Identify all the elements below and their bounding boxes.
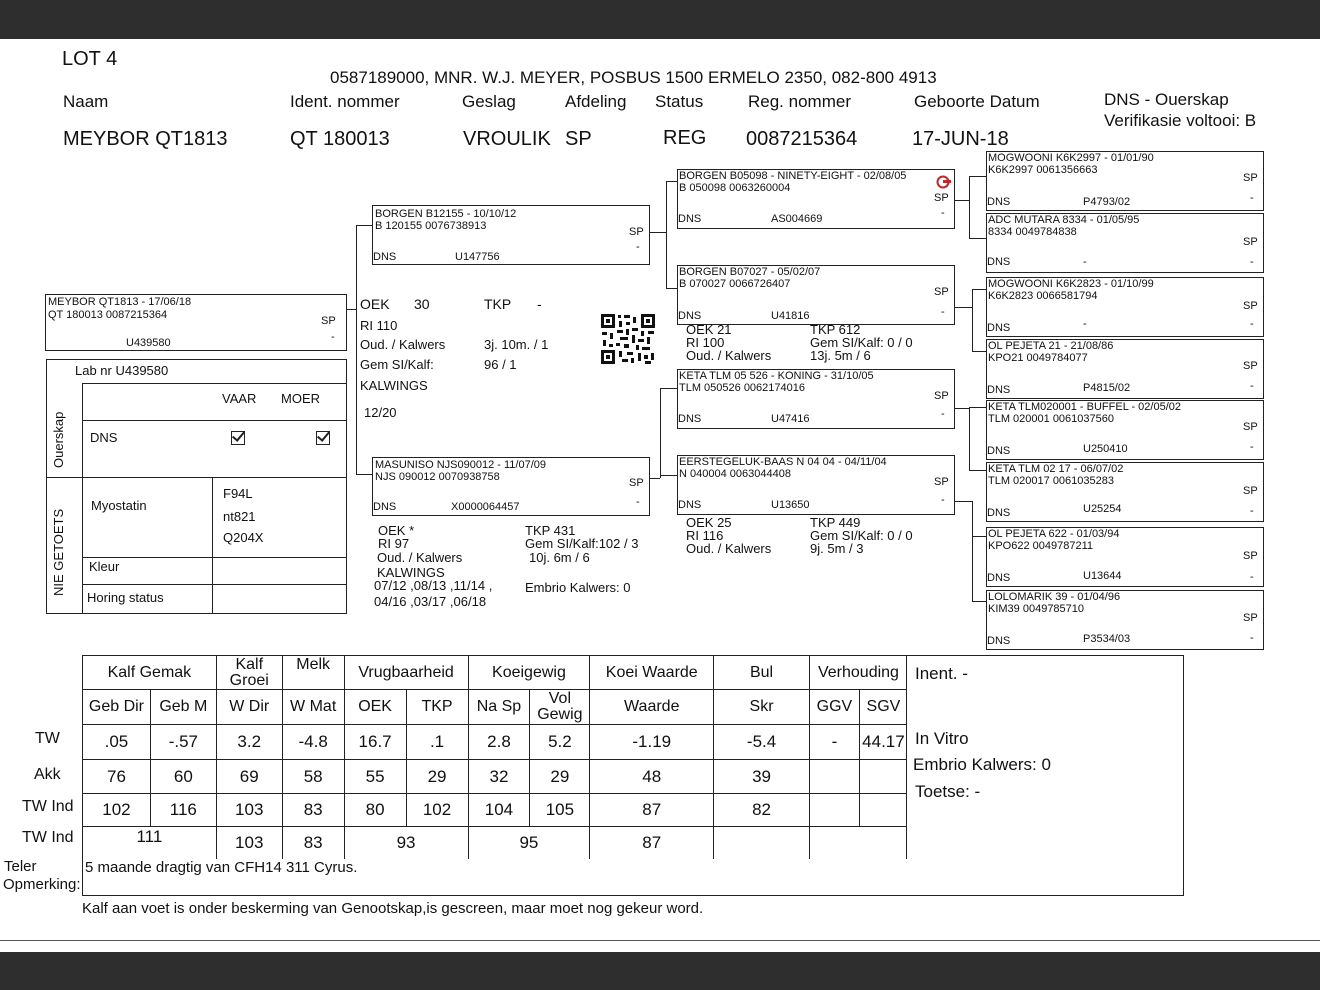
ggp-dns: DNS (987, 445, 1011, 457)
table-cell: .05 (83, 725, 151, 760)
table-cell: .1 (406, 725, 468, 760)
dam-kalwings-2: 04/16 ,03/17 ,06/18 (374, 594, 487, 609)
table-cell: 60 (150, 760, 216, 794)
vaar-dns-checkbox (231, 431, 245, 445)
tree-line (660, 388, 677, 389)
header-naam: Naam (63, 92, 109, 111)
tree-line (660, 475, 677, 476)
gp-title: BORGEN B05098 - NINETY-EIGHT - 02/08/05 (679, 170, 907, 182)
row-label-akk: Akk (34, 766, 61, 783)
animal-reg: 0087215364 (746, 128, 858, 150)
group-koeigewig: Koeigewig (468, 656, 590, 690)
row-label-tw: TW (35, 730, 60, 747)
tree-line (972, 536, 987, 537)
ggp-id: TLM 020001 0061037560 (988, 413, 1114, 425)
ouerskap-label: Ouerskap (51, 411, 66, 468)
table-cell: 39 (714, 760, 810, 794)
table-cell: 29 (406, 760, 468, 794)
subject-code: U439580 (126, 337, 171, 349)
gp-id: N 040004 0063044408 (679, 468, 791, 480)
dam-afd: SP (629, 477, 644, 489)
sire-oud-value: 3j. 10m. / 1 (484, 337, 549, 352)
ggp-dash: - (1250, 571, 1254, 583)
myo-value-3: Q204X (223, 530, 264, 545)
tree-line (972, 351, 987, 352)
great-grandparent-box-7 (986, 527, 1264, 587)
ggp-code: U25254 (1083, 503, 1122, 515)
gp4-oud-label: Oud. / Kalwers (686, 541, 772, 556)
ggp-dash: - (1250, 441, 1254, 453)
gp-dns: DNS (678, 413, 702, 425)
ggp-id: TLM 020017 0061035283 (988, 475, 1114, 487)
gp-afd: SP (934, 476, 949, 488)
ggp-code: P4793/02 (1083, 196, 1131, 208)
ggp-id: KIM39 0049785710 (988, 603, 1085, 615)
myo-value-1: F94L (223, 486, 253, 501)
gp2-tkp: TKP 612 (810, 322, 861, 337)
ggp-code: - (1083, 256, 1087, 268)
sire-tkp-value: - (537, 296, 542, 312)
ggp-afd: SP (1243, 485, 1258, 497)
table-cell: -.57 (150, 725, 216, 760)
ggp-dash: - (1250, 318, 1254, 330)
ggp-code: U13644 (1083, 570, 1122, 582)
table-cell: 83 (282, 827, 344, 860)
dam-dns: DNS (373, 501, 397, 513)
tree-line (648, 232, 666, 233)
header-afdeling: Afdeling (565, 92, 627, 111)
gp4-ri: RI 116 (686, 528, 724, 543)
ggp-dash: - (1250, 256, 1254, 268)
sire-box (372, 205, 650, 265)
gp-code: U47416 (771, 413, 810, 425)
gp-dash: - (941, 408, 945, 420)
table-row-twind-2 (83, 827, 908, 860)
tree-line (666, 288, 677, 289)
sire-kalwings-label: KALWINGS (360, 378, 428, 393)
dns-verifikasie: Verifikasie voltooi: B (1104, 111, 1257, 130)
lab-nr: Lab nr U439580 (75, 363, 169, 378)
subheader-row (83, 690, 908, 725)
great-grandparent-box-5 (986, 400, 1264, 460)
sub-waarde: Waarde (590, 690, 714, 725)
ggp-title: LOLOMARIK 39 - 01/04/96 (988, 591, 1121, 603)
header-geslag: Geslag (462, 92, 516, 111)
dns-ouerskap-title: DNS - Ouerskap (1104, 90, 1229, 109)
group-vrugbaarheid: Vrugbaarheid (344, 656, 468, 690)
lab-box (46, 359, 347, 614)
dam-embrio: Embrio Kalwers: 0 (525, 580, 631, 595)
ggp-code: P3534/03 (1083, 633, 1131, 645)
grandparent-box-1 (677, 169, 955, 229)
table-cell (714, 827, 810, 860)
tree-line (969, 407, 987, 408)
grandparent-box-3 (677, 369, 955, 429)
ggp-dns: DNS (987, 507, 1011, 519)
sub-skr: Skr (714, 690, 810, 725)
animal-afdeling: SP (565, 128, 592, 150)
table-cell: 116 (150, 794, 216, 827)
sire-oud-label: Oud. / Kalwers (360, 337, 446, 352)
gp-dns: DNS (678, 499, 702, 511)
ggp-afd: SP (1243, 360, 1258, 372)
ggp-code: U250410 (1083, 443, 1128, 455)
tree-line (346, 309, 356, 310)
great-grandparent-box-6 (986, 462, 1264, 522)
group-koei-waarde: Koei Waarde (590, 656, 714, 690)
dam-oud-value: 10j. 6m / 6 (529, 550, 590, 565)
ggp-afd: SP (1243, 236, 1258, 248)
table-row-tw (83, 725, 908, 760)
ggp-title: OL PEJETA 21 - 21/08/86 (988, 340, 1114, 352)
gp2-oek: OEK 21 (686, 322, 732, 337)
tree-line (356, 474, 372, 475)
dam-tkp: TKP 431 (525, 523, 576, 538)
gp-dash: - (941, 207, 945, 219)
great-grandparent-box-2 (986, 213, 1264, 273)
table-cell: 58 (282, 760, 344, 794)
nie-getoets-label: NIE GETOETS (51, 508, 66, 596)
gp4-oek: OEK 25 (686, 515, 732, 530)
table-cell: 32 (468, 760, 530, 794)
gp-dns: DNS (678, 310, 702, 322)
dam-oek: OEK * (378, 523, 415, 538)
table-cell: 105 (530, 794, 590, 827)
table-cell: 102 (83, 794, 151, 827)
sub-geb-dir: Geb Dir (83, 690, 151, 725)
dam-id: NJS 090012 0070938758 (375, 471, 500, 483)
ggp-title: ADC MUTARA 8334 - 01/05/95 (988, 214, 1140, 226)
sub-geb-m: Geb M (150, 690, 216, 725)
dam-kalwings-1: 07/12 ,08/13 ,11/14 , (374, 578, 493, 593)
sub-w-mat: W Mat (282, 690, 344, 725)
gp4-gem: Gem SI/Kalf: 0 / 0 (810, 528, 913, 543)
ggp-afd: SP (1243, 172, 1258, 184)
sire-title: BORGEN B12155 - 10/10/12 (375, 208, 517, 220)
group-melk: Melk (282, 656, 344, 690)
ggp-afd: SP (1243, 612, 1258, 624)
table-cell: 76 (83, 760, 151, 794)
gp4-tkp: TKP 449 (810, 515, 861, 530)
header-reg: Reg. nommer (748, 92, 851, 111)
group-verhouding: Verhouding (809, 656, 907, 690)
gp-dash: - (941, 306, 945, 318)
lab-dns: DNS (90, 430, 118, 445)
teler-label: Teler (4, 858, 37, 875)
opmerking-label: Opmerking: (3, 876, 81, 893)
gp-code: U41816 (771, 310, 810, 322)
tree-line (972, 289, 973, 351)
tree-line (356, 225, 372, 226)
ggp-dash: - (1250, 632, 1254, 644)
breeding-values-table (82, 655, 908, 860)
table-cell: 3.2 (216, 725, 282, 760)
ggp-afd: SP (1243, 421, 1258, 433)
sub-vol-gewig: Vol Gewig (530, 690, 590, 725)
tree-line (972, 289, 987, 290)
bottom-dark-bar (0, 952, 1320, 990)
tree-line (666, 181, 677, 182)
sire-code: U147756 (455, 251, 500, 263)
gp2-gem: Gem SI/Kalf: 0 / 0 (810, 335, 913, 350)
sub-oek: OEK (344, 690, 406, 725)
table-cell: -1.19 (590, 725, 714, 760)
animal-geboorte: 17-JUN-18 (912, 128, 1009, 150)
tree-line (356, 225, 357, 474)
dam-oud-label: Oud. / Kalwers (377, 550, 463, 565)
gp-afd: SP (934, 286, 949, 298)
dam-ri: RI 97 (378, 536, 410, 551)
ggp-dns: DNS (987, 384, 1011, 396)
table-cell: 102 (406, 794, 468, 827)
table-cell: 29 (530, 760, 590, 794)
table-cell (859, 760, 907, 794)
table-cell: 44.17 (859, 725, 907, 760)
gp2-ri: RI 100 (686, 335, 725, 350)
table-cell: 69 (216, 760, 282, 794)
dam-gem: Gem SI/Kalf:102 / 3 (525, 536, 639, 551)
lab-vaar: VAAR (222, 391, 257, 406)
group-kalf-groei: Kalf Groei (216, 656, 282, 690)
tree-line (972, 601, 987, 602)
ggp-title: MOGWOONI K6K2997 - 01/01/90 (988, 152, 1154, 164)
myostatin-label: Myostatin (91, 498, 147, 513)
top-dark-bar (0, 0, 1320, 39)
tree-line (969, 407, 970, 470)
ggp-dns: DNS (987, 196, 1011, 208)
inent-text: Inent. - (915, 664, 968, 683)
ggp-id: 8334 0049784838 (988, 226, 1077, 238)
myo-value-2: nt821 (223, 509, 256, 524)
row-label-twind-2: TW Ind (22, 829, 74, 846)
gp-code: U13650 (771, 499, 810, 511)
sub-tkp: TKP (406, 690, 468, 725)
dam-kalwings-label: KALWINGS (377, 565, 445, 580)
ggp-dash: - (1250, 505, 1254, 517)
gp-id: B 050098 0063260004 (679, 182, 791, 194)
subject-title: MEYBOR QT1813 - 17/06/18 (48, 296, 192, 308)
lot-number: LOT 4 (62, 48, 118, 70)
animal-geslag: VROULIK (463, 128, 551, 150)
subject-box (45, 294, 347, 351)
sub-ggv: GGV (809, 690, 859, 725)
qr-code-icon (600, 313, 656, 365)
table-cell (859, 794, 907, 827)
invitro-text: In Vitro (915, 729, 969, 748)
ggp-dns: DNS (987, 572, 1011, 584)
group-bul: Bul (714, 656, 810, 690)
dam-dash: - (636, 496, 640, 508)
table-cell: 83 (282, 794, 344, 827)
gp-code: AS004669 (771, 213, 823, 225)
sub-na-sp: Na Sp (468, 690, 530, 725)
sub-sgv: SGV (859, 690, 907, 725)
gp-afd: SP (934, 192, 949, 204)
ggp-dns: DNS (987, 256, 1011, 268)
ggp-title: OL PEJETA 622 - 01/03/94 (988, 528, 1120, 540)
header-ident: Ident. nommer (290, 92, 400, 111)
group-kalf-gemak: Kalf Gemak (83, 656, 217, 690)
table-cell: 95 (468, 827, 590, 860)
registered-logo-icon (936, 175, 952, 189)
ggp-title: KETA TLM020001 - BUFFEL - 02/05/02 (988, 401, 1182, 413)
sire-kalwings-value: 12/20 (364, 405, 397, 420)
table-cell: -4.8 (282, 725, 344, 760)
tree-line (969, 176, 970, 238)
table-cell: 87 (590, 794, 714, 827)
ggp-id: K6K2997 0061356663 (988, 164, 1098, 176)
group-header-row (83, 656, 908, 690)
sire-oek-label: OEK (360, 296, 390, 312)
ggp-code: P4815/02 (1083, 382, 1131, 394)
gp-dash: - (941, 494, 945, 506)
ggp-id: K6K2823 0066581794 (988, 290, 1098, 302)
table-cell: 87 (590, 827, 714, 860)
subject-id: QT 180013 0087215364 (48, 309, 168, 321)
sire-oek-value: 30 (414, 296, 430, 312)
table-cell: 5.2 (530, 725, 590, 760)
ggp-dash: - (1250, 380, 1254, 392)
ggp-code: - (1083, 318, 1087, 330)
gp-title: BORGEN B07027 - 05/02/07 (679, 266, 821, 278)
great-grandparent-box-4 (986, 339, 1264, 399)
gp-title: KETA TLM 05 526 - KONING - 31/10/05 (679, 370, 874, 382)
table-cell (809, 760, 859, 794)
table-row-akk (83, 760, 908, 794)
table-cell: 2.8 (468, 725, 530, 760)
table-cell: -5.4 (714, 725, 810, 760)
table-cell: 80 (344, 794, 406, 827)
pedigree-document (0, 39, 1320, 952)
table-cell: 16.7 (344, 725, 406, 760)
subject-dash: - (331, 331, 335, 343)
header-status: Status (655, 92, 704, 111)
tree-line (969, 238, 987, 239)
animal-status: REG (663, 127, 707, 149)
table-row-twind (83, 794, 908, 827)
grandparent-box-4 (677, 455, 955, 515)
tree-line (666, 181, 667, 288)
tree-line (660, 388, 661, 478)
sire-gem-label: Gem SI/Kalf: (360, 357, 434, 372)
sire-id: B 120155 0076738913 (375, 220, 487, 232)
sub-w-dir: W Dir (216, 690, 282, 725)
sire-gem-value: 96 / 1 (484, 357, 517, 372)
great-grandparent-box-1 (986, 151, 1264, 211)
footer-note: Kalf aan voet is onder beskerming van Genootskap,is gescreen, maar moet nog gekeur word. (82, 900, 704, 917)
tree-line (969, 470, 987, 471)
dam-box (372, 457, 650, 516)
gp2-oud-label: Oud. / Kalwers (686, 348, 772, 363)
tree-line (969, 176, 987, 177)
table-cell: 48 (590, 760, 714, 794)
owner-line: 0587189000, MNR. W.J. MEYER, POSBUS 1500 ERMELO 2350, 082-800 4913 (330, 68, 937, 87)
ggp-title: KETA TLM 02 17 - 06/07/02 (988, 463, 1124, 475)
table-cell: 55 (344, 760, 406, 794)
ggp-id: KPO622 0049787211 (988, 540, 1093, 552)
gp-afd: SP (934, 390, 949, 402)
gp2-oud-value: 13j. 5m / 6 (810, 348, 871, 363)
subject-afd: SP (321, 315, 336, 327)
table-cell (809, 827, 907, 860)
sire-ri: RI 110 (360, 318, 398, 333)
dam-code: X0000064457 (451, 501, 520, 513)
moer-dns-checkbox (316, 431, 330, 445)
opmerking-box (82, 859, 1184, 896)
table-cell: - (809, 725, 859, 760)
gp-id: TLM 050526 0062174016 (679, 382, 805, 394)
ggp-afd: SP (1243, 550, 1258, 562)
ggp-afd: SP (1243, 300, 1258, 312)
animal-naam: MEYBOR QT1813 (63, 128, 228, 150)
ggp-dns: DNS (987, 322, 1011, 334)
grandparent-box-2 (677, 265, 955, 325)
great-grandparent-box-8 (986, 590, 1264, 650)
embrio-text: Embrio Kalwers: 0 (913, 755, 1051, 774)
gp-title: EERSTEGELUK-BAAS N 04 04 - 04/11/04 (679, 456, 887, 468)
table-cell: 103 (216, 827, 282, 860)
ggp-dns: DNS (987, 635, 1011, 647)
tree-line (955, 408, 969, 409)
tree-line (955, 307, 972, 308)
table-cell: 82 (714, 794, 810, 827)
tree-line (972, 501, 973, 601)
ggp-id: KPO21 0049784077 (988, 352, 1088, 364)
gp-id: B 070027 0066726407 (679, 278, 791, 290)
tree-line (955, 501, 972, 502)
kleur-label: Kleur (89, 559, 120, 574)
table-cell: 104 (468, 794, 530, 827)
sire-afd: SP (629, 226, 644, 238)
header-geboorte: Geboorte Datum (914, 92, 1040, 111)
table-cell: 111 (83, 827, 217, 860)
sire-tkp-label: TKP (484, 296, 512, 312)
toetse-text: Toetse: - (915, 782, 981, 801)
row-label-twind: TW Ind (22, 798, 74, 815)
animal-ident: QT 180013 (290, 128, 390, 150)
ggp-title: MOGWOONI K6K2823 - 01/10/99 (988, 278, 1154, 290)
table-cell: 103 (216, 794, 282, 827)
horing-label: Horing status (87, 590, 164, 605)
gp4-oud-value: 9j. 5m / 3 (810, 541, 864, 556)
ggp-dash: - (1250, 192, 1254, 204)
sire-dash: - (636, 241, 640, 253)
great-grandparent-box-3 (986, 277, 1264, 337)
page-bottom-rule (0, 940, 1320, 941)
sire-dns: DNS (373, 251, 397, 263)
table-cell (809, 794, 859, 827)
side-info-panel (906, 655, 1184, 861)
table-cell: 93 (344, 827, 468, 860)
gp-dns: DNS (678, 213, 702, 225)
lab-moer: MOER (281, 391, 320, 406)
tree-line (955, 200, 969, 201)
dam-title: MASUNISO NJS090012 - 11/07/09 (375, 459, 546, 471)
opmerking-text: 5 maande dragtig van CFH14 311 Cyrus. (85, 859, 358, 876)
